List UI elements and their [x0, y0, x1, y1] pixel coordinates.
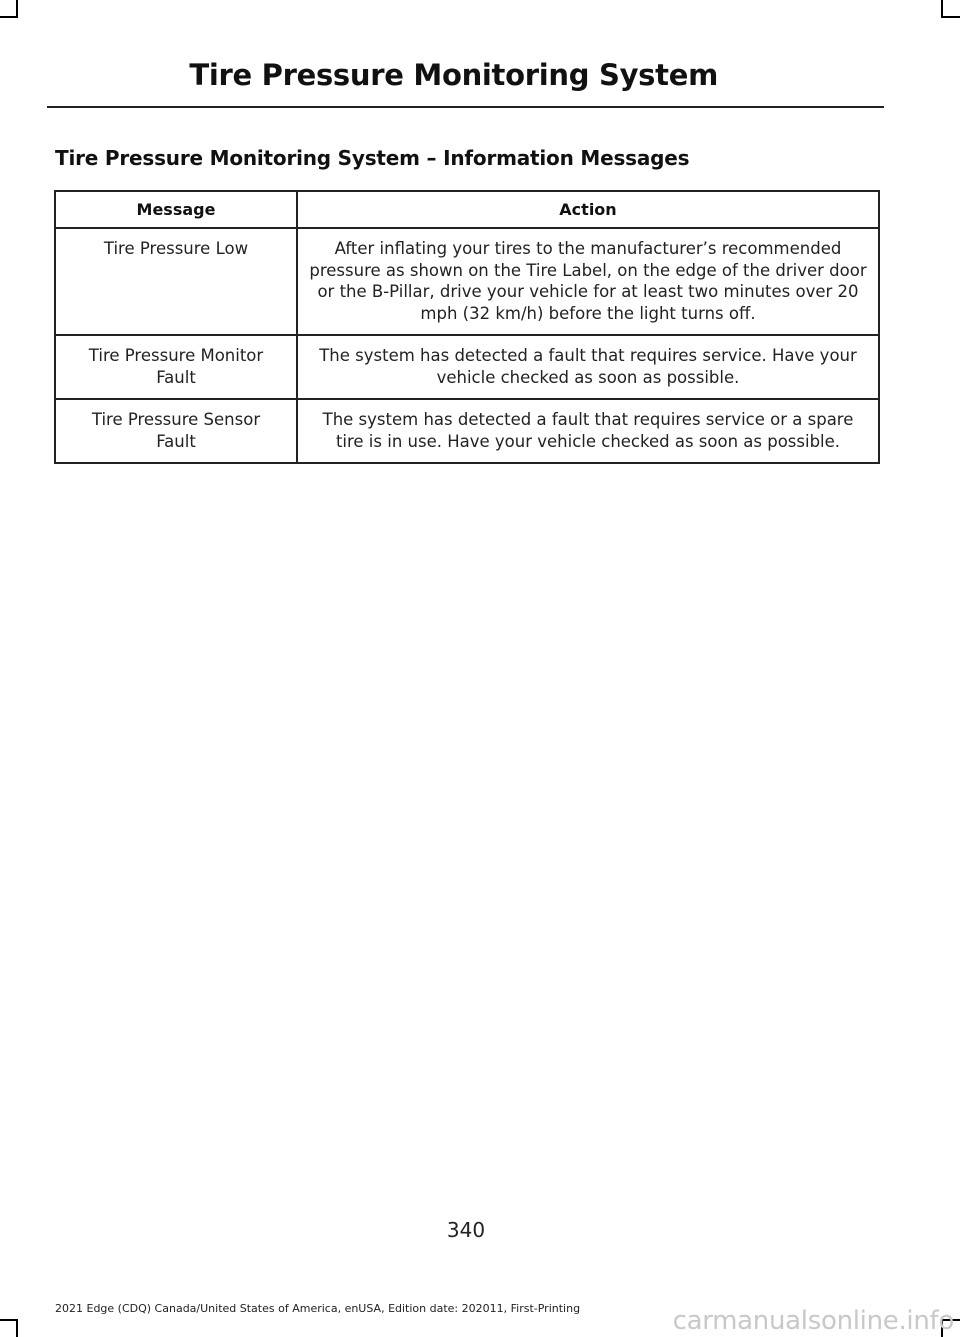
table-row — [55, 335, 879, 399]
page-header-title: Tire Pressure Monitoring System — [189, 58, 718, 92]
crop-mark-bottom-left-vertical — [16, 1320, 18, 1337]
table-row — [55, 228, 879, 335]
column-header-message: Message — [55, 191, 297, 228]
action-cell: The system has detected a fault that requires service or a spare tire is in use. Have your vehicle checked as soon as possible. — [297, 399, 879, 463]
watermark: carmanualsonline.info — [672, 1306, 954, 1336]
crop-mark-top-right-horizontal — [941, 16, 960, 18]
table-row — [55, 399, 879, 463]
section-heading: Tire Pressure Monitoring System – Information Messages — [55, 146, 690, 170]
crop-mark-bottom-left-horizontal — [0, 1319, 18, 1321]
header-divider — [47, 106, 884, 108]
information-messages-table — [54, 190, 880, 464]
action-cell: The system has detected a fault that requires service. Have your vehicle checked as soon as possible. — [297, 335, 879, 399]
crop-mark-top-left-horizontal — [0, 16, 18, 18]
table-header-row — [55, 191, 879, 228]
action-cell: After inflating your tires to the manufacturer’s recommended pressure as shown on the Tire Label, on the edge of the driver door or the B-Pillar, drive your vehicle for at least two minutes over 20 mph (32 km/h) before the light turns off. — [297, 228, 879, 335]
message-cell: Tire Pressure Low — [55, 228, 297, 335]
message-cell: Tire Pressure Monitor Fault — [55, 335, 297, 399]
message-cell: Tire Pressure Sensor Fault — [55, 399, 297, 463]
edition-footer: 2021 Edge (CDQ) Canada/United States of America, enUSA, Edition date: 202011, First-Printing — [55, 1302, 581, 1315]
page-number: 340 — [446, 1218, 486, 1242]
column-header-action: Action — [297, 191, 879, 228]
